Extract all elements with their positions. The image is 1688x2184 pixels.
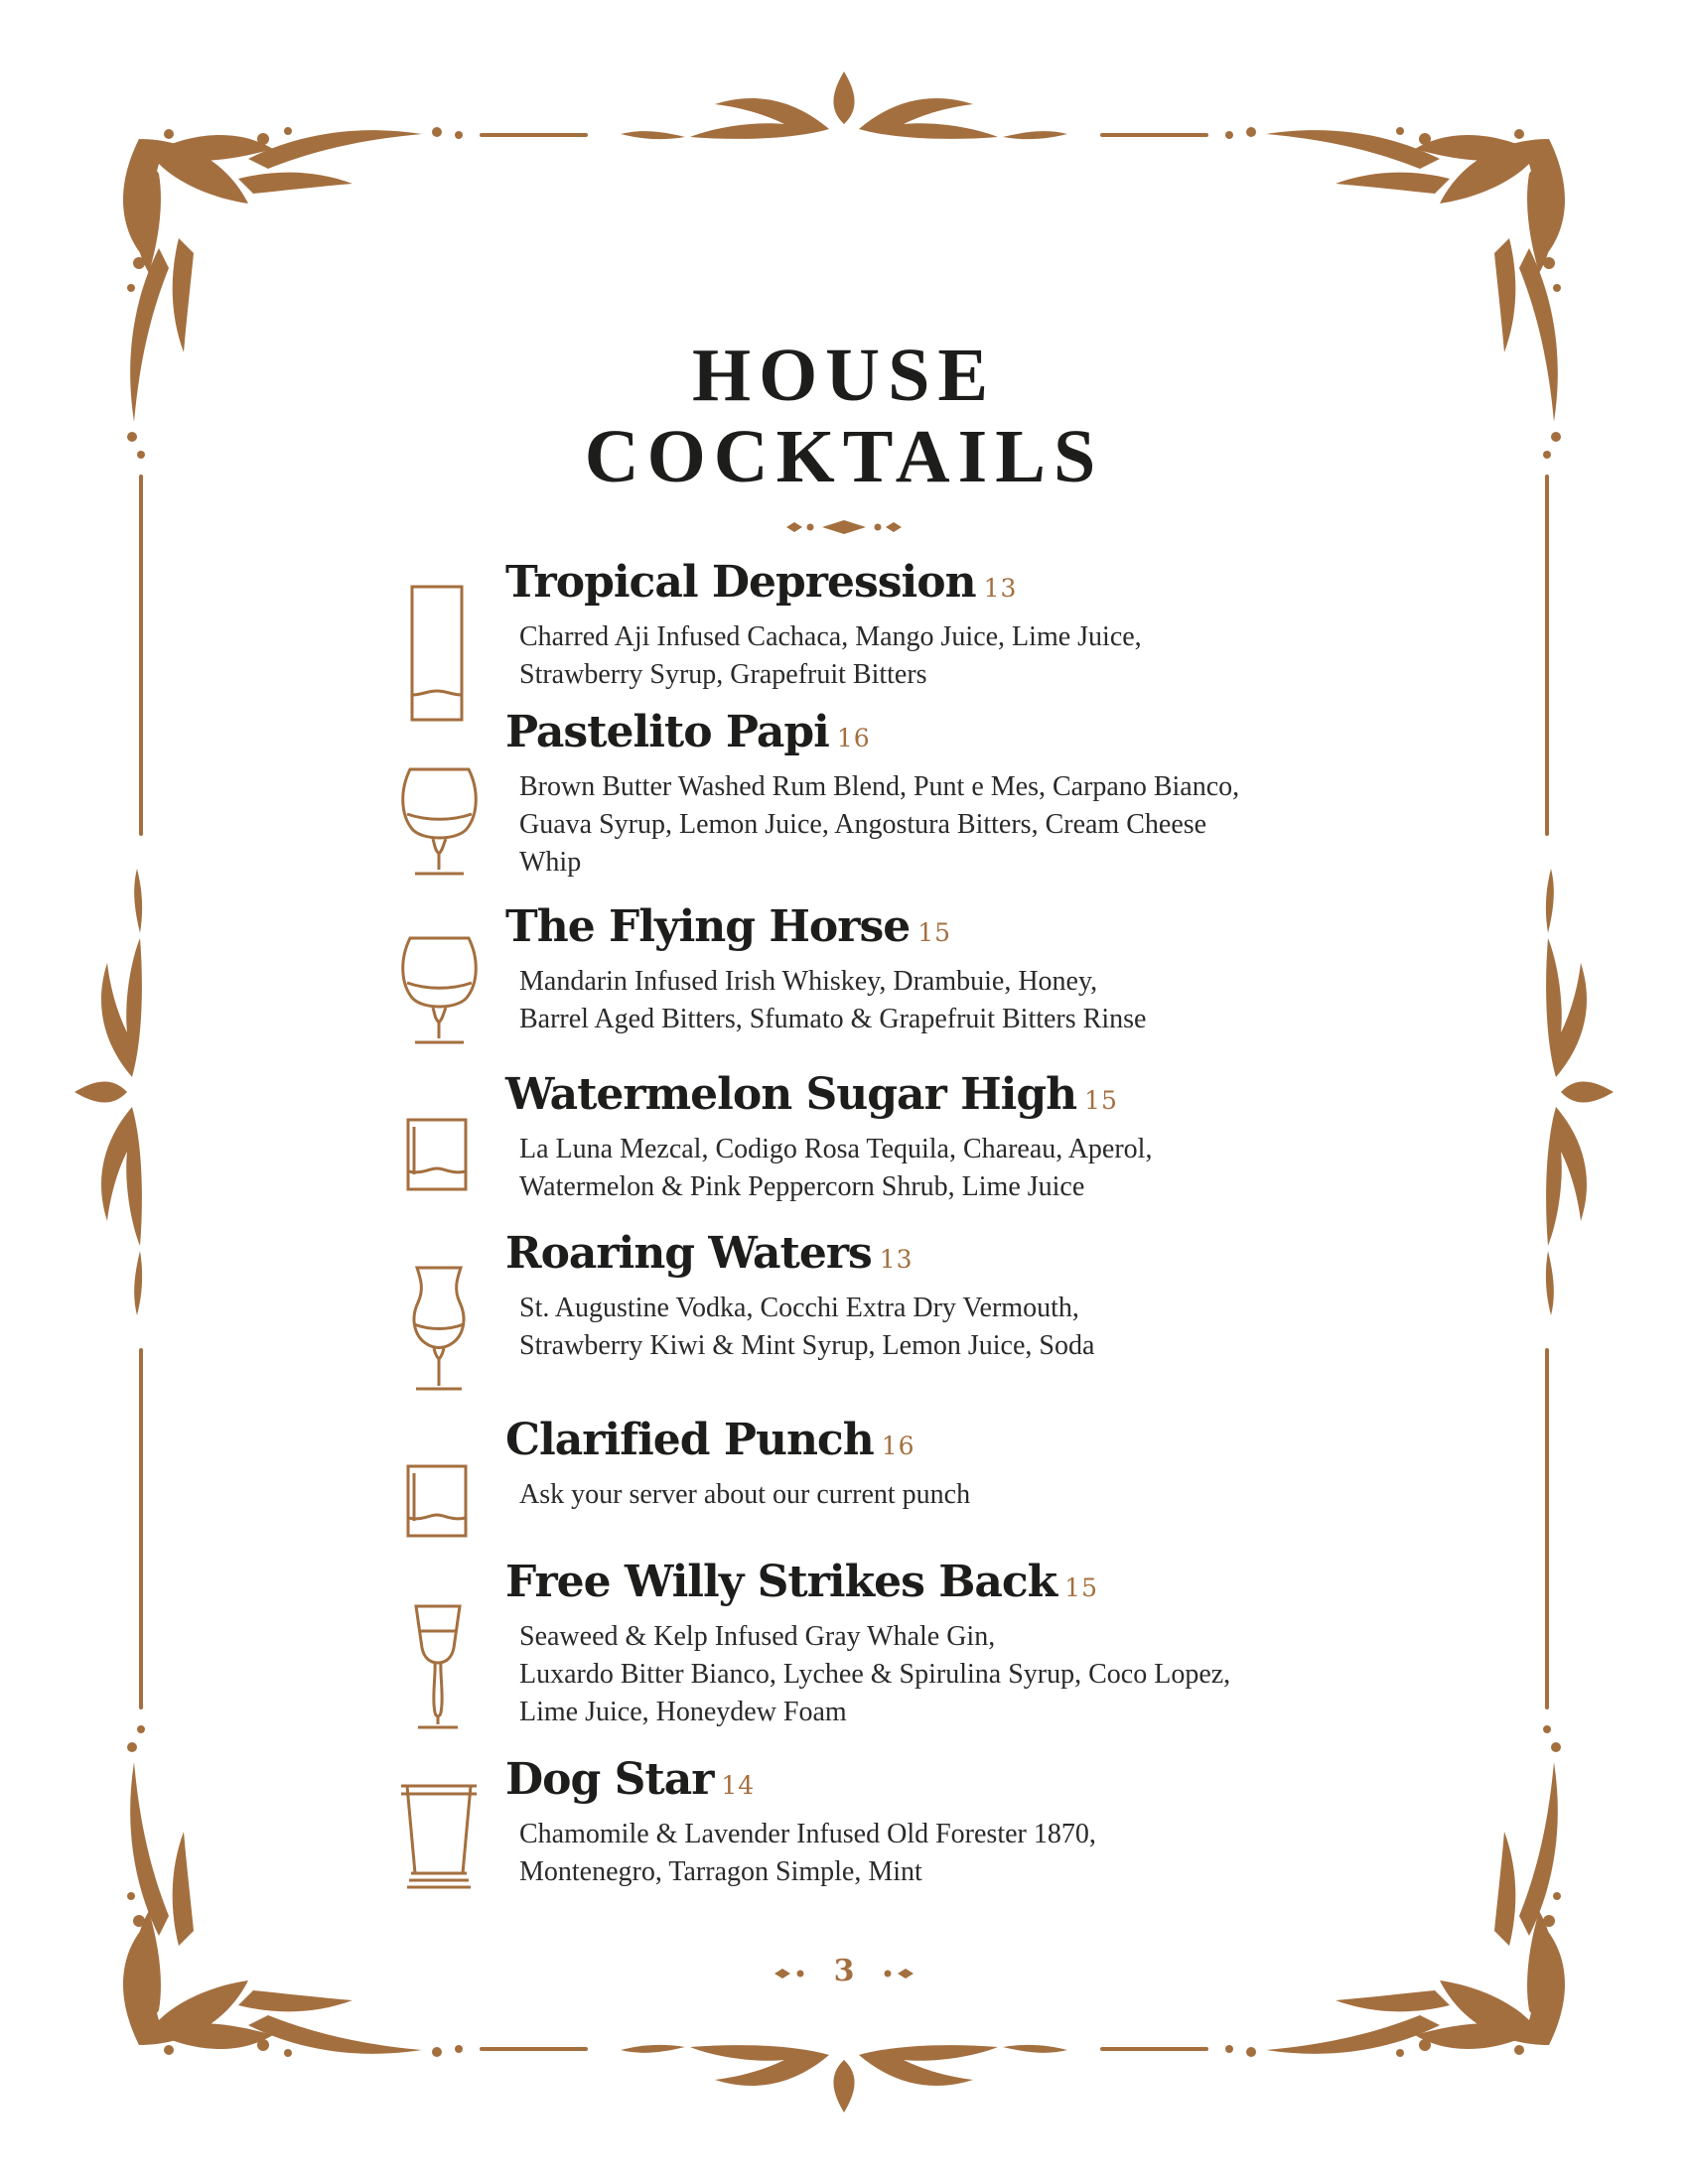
page-title-line-1: HOUSE <box>691 334 997 417</box>
menu-item <box>505 557 1359 694</box>
item-description: Brown Butter Washed Rum Blend, Punt e Mes, Carpano Bianco, Guava Syrup, Lemon Juice, Angostura Bitters, Cream Cheese Whip <box>519 771 1240 878</box>
menu-item <box>505 1754 1359 1891</box>
page-number: 3 <box>833 1954 855 1988</box>
menu-item <box>505 901 1359 1038</box>
item-description: Charred Aji Infused Cachaca, Mango Juice, Lime Juice, Strawberry Syrup, Grapefruit Bitters <box>519 621 1142 690</box>
item-description: Ask your server about our current punch <box>519 1479 971 1510</box>
menu-item <box>505 707 1359 882</box>
item-price: 16 <box>881 1432 915 1460</box>
item-price: 14 <box>721 1771 756 1800</box>
title-divider-ornament <box>784 516 904 538</box>
snifter-glass-icon <box>397 764 482 879</box>
page-number-ornament-right <box>880 1964 915 1983</box>
item-description: La Luna Mezcal, Codigo Rosa Tequila, Chareau, Aperol, Watermelon & Pink Peppercorn Shrub, Lime Juice <box>519 1134 1153 1202</box>
item-description: Mandarin Infused Irish Whiskey, Drambuie, Honey, Barrel Aged Bitters, Sfumato & Grapefruit Bitters Rinse <box>519 966 1147 1034</box>
item-price: 15 <box>917 918 952 947</box>
item-price: 16 <box>836 724 871 752</box>
item-price: 15 <box>1084 1086 1118 1115</box>
item-name: Dog Star <box>505 1754 714 1805</box>
julep-cup-icon <box>397 1782 481 1891</box>
item-name: Tropical Depression <box>505 557 976 608</box>
item-name: Pastelito Papi <box>505 707 829 757</box>
item-description: Chamomile & Lavender Infused Old Forester 1870, Montenegro, Tarragon Simple, Mint <box>519 1819 1096 1887</box>
item-name: Free Willy Strikes Back <box>505 1557 1057 1607</box>
collins-glass-icon <box>402 584 472 723</box>
menu-item <box>505 1069 1359 1206</box>
item-name: Clarified Punch <box>505 1415 874 1465</box>
item-description: St. Augustine Vodka, Cocchi Extra Dry Vermouth, Strawberry Kiwi & Mint Syrup, Lemon Juice, Soda <box>519 1293 1095 1361</box>
tulip-glass-icon <box>402 1265 476 1394</box>
menu-item <box>505 1415 1359 1514</box>
item-price: 13 <box>879 1245 914 1274</box>
rocks-glass-icon <box>404 1463 470 1539</box>
menu-item <box>505 1557 1359 1731</box>
item-name: Watermelon Sugar High <box>505 1069 1077 1120</box>
item-name: Roaring Waters <box>505 1228 872 1279</box>
item-description: Seaweed & Kelp Infused Gray Whale Gin, Luxardo Bitter Bianco, Lychee & Spirulina Syrup, Coco Lopez, Lime Juice, Honeydew Foam <box>519 1621 1231 1727</box>
menu-item <box>505 1228 1359 1365</box>
item-price: 15 <box>1064 1573 1098 1602</box>
page-number-ornament-left <box>773 1964 808 1983</box>
item-name: The Flying Horse <box>505 901 911 952</box>
page-title-line-2: COCKTAILS <box>584 415 1104 498</box>
item-price: 13 <box>983 574 1018 603</box>
nick-and-nora-glass-icon <box>410 1603 466 1732</box>
snifter-glass-icon <box>397 933 482 1047</box>
rocks-glass-icon <box>404 1117 470 1192</box>
